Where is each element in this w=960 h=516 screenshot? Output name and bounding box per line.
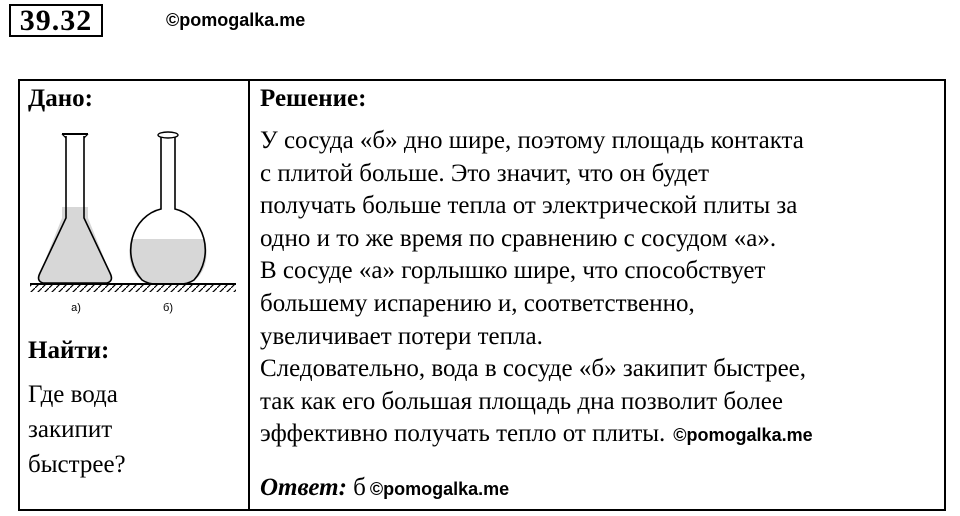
solution-line-text: эффективно получать тепло от плиты.	[260, 420, 666, 448]
solution-line: увеличивает потери тепла.	[260, 322, 543, 350]
answer-row	[260, 474, 509, 502]
given-column	[19, 80, 249, 510]
question-line: быстрее?	[28, 451, 126, 478]
hotplate-surface	[30, 284, 236, 292]
solution-line-last	[260, 418, 940, 452]
solution-heading: Решение:	[260, 85, 367, 112]
solution-line: с плитой больше. Это значит, что он будет	[260, 159, 710, 187]
solution-line: одно и то же время по сравнению с сосудом «а».	[260, 224, 777, 252]
figure-label-b: б)	[163, 302, 173, 314]
solution-line: получать больше тепла от электрической плиты за	[260, 192, 798, 220]
solution-text	[260, 125, 940, 452]
solution-line: большему испарению и, соответственно,	[260, 289, 695, 317]
given-heading: Дано:	[28, 85, 93, 112]
conical-flask	[39, 134, 112, 283]
answer-watermark: ©pomogalka.me	[369, 479, 510, 499]
solution-line: В сосуде «а» горлышко шире, что способствует	[260, 257, 766, 285]
round-flask	[129, 132, 206, 284]
solution-column	[249, 80, 945, 510]
inline-watermark: ©pomogalka.me	[673, 425, 813, 446]
question-line: закипит	[28, 416, 113, 443]
question-line: Где вода	[28, 381, 118, 408]
watermark: ©pomogalka.me	[166, 10, 306, 30]
find-heading: Найти:	[28, 337, 110, 364]
solution-line: У сосуда «б» дно шире, поэтому площадь контакта	[260, 127, 804, 154]
answer-value: б	[353, 474, 366, 501]
flasks-figure	[28, 127, 242, 327]
solution-line: так как его большая площадь дна позволит более	[260, 387, 783, 415]
answer-label: Ответ:	[260, 474, 347, 501]
problem-number: 39.32	[9, 4, 103, 37]
figure-label-a: а)	[71, 302, 81, 314]
solution-line: Следовательно, вода в сосуде «б» закипит быстрее,	[260, 355, 807, 383]
find-question	[28, 377, 238, 482]
solution-table	[18, 79, 946, 511]
